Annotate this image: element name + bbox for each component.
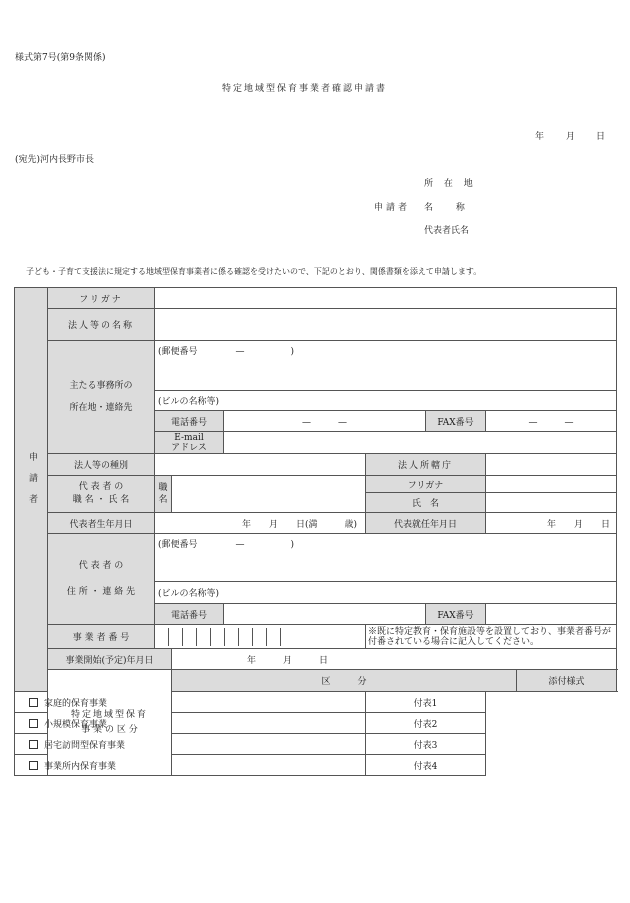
email-label-line2: アドレス <box>171 442 207 453</box>
checkbox-icon[interactable] <box>29 698 38 707</box>
postal-label: (郵便番号 <box>158 347 198 357</box>
digit-box[interactable] <box>239 628 253 646</box>
category-label: 小規模保育事業 <box>44 719 108 730</box>
rep-furigana-field[interactable] <box>486 476 617 493</box>
form-number: 様式第7号(第9条関係) <box>15 53 106 63</box>
page-title: 特定地域型保育事業者確認申請書 <box>222 84 388 94</box>
rep-postal-close: ) <box>290 540 295 550</box>
rep-postal-field[interactable] <box>155 534 617 582</box>
rep-shimei-field[interactable] <box>486 493 617 513</box>
rep-shimei-label: 氏 名 <box>366 493 486 513</box>
shoku-line1: 職 <box>158 483 168 493</box>
office-building-field[interactable] <box>155 391 617 411</box>
name-label: 名 称 <box>424 203 475 213</box>
date-day: 日 <box>596 132 606 142</box>
office-email-field[interactable] <box>224 432 617 454</box>
applicant-side-label <box>15 288 48 692</box>
building-label: (ビルの名称等) <box>158 397 220 407</box>
office-label-line1: 主たる事務所の <box>69 381 133 391</box>
attach-header: 添付様式 <box>517 670 617 692</box>
corp-type-label: 法人等の種別 <box>48 454 155 476</box>
rep-fax-label: FAX番号 <box>426 604 486 625</box>
corp-type-field[interactable] <box>155 454 366 476</box>
rep-title-label <box>48 476 155 513</box>
date-month: 月 <box>566 132 576 142</box>
category-label: 家庭的保育事業 <box>44 698 108 709</box>
category-side-line2: 事 業 の 区 分 <box>81 724 138 735</box>
office-postal-field[interactable] <box>155 341 617 391</box>
category-row <box>15 755 366 776</box>
furigana-field[interactable] <box>155 288 617 309</box>
rep-position-field[interactable] <box>172 476 366 513</box>
office-fax-label: FAX番号 <box>426 411 486 432</box>
application-form <box>14 287 617 776</box>
shoku-label <box>155 476 172 513</box>
digit-box[interactable] <box>155 628 169 646</box>
category-header: 区 分 <box>172 670 517 692</box>
category-row <box>15 734 366 755</box>
office-label <box>48 341 155 454</box>
start-date-label: 事業開始(予定)年月日 <box>48 649 172 670</box>
rep-phone-field[interactable] <box>224 604 426 625</box>
biz-number-note: ※既に特定教育・保育施設等を設置しており、事業者番号が付番されている場合に記入してください。 <box>366 625 617 649</box>
side-label: 申請者 <box>27 452 37 515</box>
start-date-field[interactable]: 年 月 日 <box>172 649 617 670</box>
rep-postal-label: (郵便番号 <box>158 540 198 550</box>
office-email-label <box>155 432 224 454</box>
digit-box[interactable] <box>169 628 183 646</box>
digit-box[interactable] <box>197 628 211 646</box>
category-side-line1: 特定地域型保育 <box>70 709 148 720</box>
email-label-line1: E-mail <box>174 432 204 443</box>
rep-building-field[interactable] <box>155 582 617 604</box>
rep-furigana-label: フリガナ <box>366 476 486 493</box>
rep-birth-label: 代表者生年月日 <box>48 513 155 534</box>
biz-number-label: 事 業 者 番 号 <box>48 625 155 649</box>
category-attach: 付表4 <box>366 755 486 776</box>
corp-name-field[interactable] <box>155 309 617 341</box>
corp-name-label: 法人等の名称 <box>48 309 155 341</box>
furigana-label: フリガナ <box>48 288 155 309</box>
rep-name-label: 代表者氏名 <box>424 226 470 236</box>
rep-title-line2: 職 名 ・ 氏 名 <box>72 495 130 505</box>
office-label-line2: 所在地・連絡先 <box>69 403 133 413</box>
category-attach: 付表3 <box>366 734 486 755</box>
rep-birth-field[interactable]: 年 月 日(満 歳) <box>155 513 366 534</box>
office-phone-field[interactable]: — — <box>224 411 426 432</box>
digit-box[interactable] <box>267 628 281 646</box>
checkbox-icon[interactable] <box>29 719 38 728</box>
category-label: 事業所内保育事業 <box>44 761 117 772</box>
checkbox-icon[interactable] <box>29 761 38 770</box>
rep-postal-dash: — <box>235 540 245 550</box>
rep-tenure-label: 代表就任年月日 <box>366 513 486 534</box>
postal-dash: — <box>235 347 245 357</box>
checkbox-icon[interactable] <box>29 740 38 749</box>
rep-addr-line2: 住 所 ・ 連 絡 先 <box>66 587 136 597</box>
rep-addr-line1: 代 表 者 の <box>78 561 124 571</box>
rep-fax-field[interactable] <box>486 604 617 625</box>
postal-close: ) <box>290 347 295 357</box>
rep-tenure-field[interactable]: 年 月 日 <box>486 513 617 534</box>
digit-box[interactable] <box>183 628 197 646</box>
biz-number-field[interactable] <box>155 625 366 649</box>
office-fax-field[interactable]: — — <box>486 411 617 432</box>
shoku-line2: 名 <box>158 495 168 505</box>
address-label: 所 在 地 <box>424 179 477 189</box>
jurisdiction-field[interactable] <box>486 454 617 476</box>
digit-box[interactable] <box>253 628 267 646</box>
intro-text: 子ども・子育て支援法に規定する地域型保育事業者に係る確認を受けたいので、下記のとおり、関係書類を添えて申請します。 <box>26 267 482 276</box>
date-year: 年 <box>535 132 545 142</box>
category-label: 居宅訪問型保育事業 <box>44 740 126 751</box>
addressee: (宛先)河内長野市長 <box>15 155 95 165</box>
rep-phone-label: 電話番号 <box>155 604 224 625</box>
jurisdiction-label: 法人所轄庁 <box>366 454 486 476</box>
digit-box[interactable] <box>211 628 225 646</box>
biz-number-digits <box>155 628 365 646</box>
category-row <box>15 713 366 734</box>
category-row <box>15 692 366 713</box>
rep-building-label: (ビルの名称等) <box>158 589 220 599</box>
office-phone-label: 電話番号 <box>155 411 224 432</box>
digit-box[interactable] <box>225 628 239 646</box>
rep-title-line1: 代 表 者 の <box>78 482 124 492</box>
rep-address-label <box>48 534 155 625</box>
digit-box[interactable] <box>281 628 295 646</box>
category-attach: 付表2 <box>366 713 486 734</box>
category-attach: 付表1 <box>366 692 486 713</box>
applicant-label: 申請者 <box>374 203 411 213</box>
